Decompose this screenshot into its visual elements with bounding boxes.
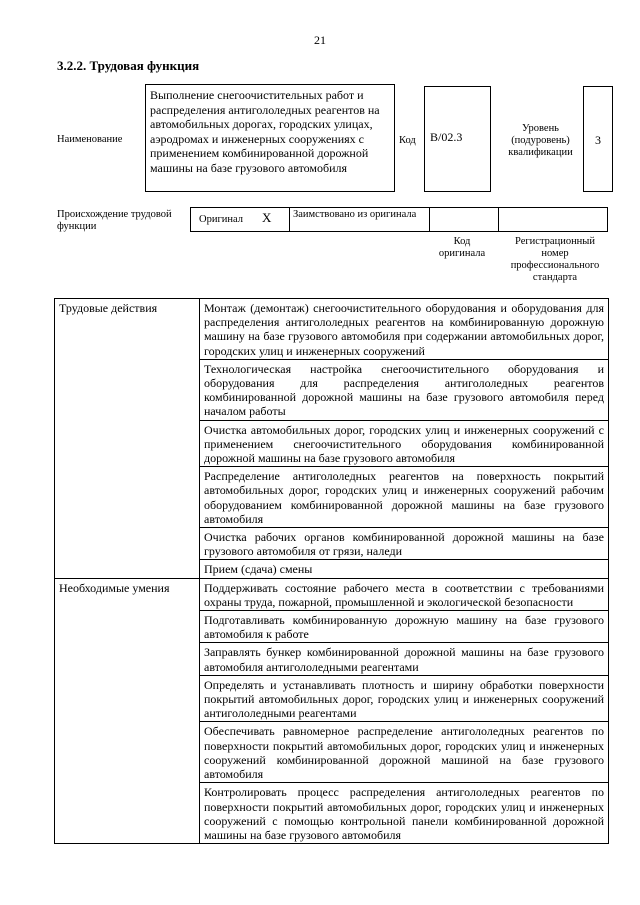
table-cell: Технологическая настройка снегоочистительного оборудования и оборудования для распределения антигололедных реагентов комбинированной дорожной машины на базе грузового автомобиля перед началом работы xyxy=(200,359,609,420)
code-label: Код xyxy=(399,135,416,146)
table-cell: Прием (сдача) смены xyxy=(200,560,609,578)
code-caption: Код оригинала xyxy=(438,236,486,259)
table-cell: Подготавливать комбинированную дорожную машину на базе грузового автомобиля к работе xyxy=(200,611,609,643)
table-cell: Монтаж (демонтаж) снегоочистительного оборудования и оборудования для распределения антигололедных реагентов на комбинированную дорожную машину на базе грузового автомобиля при содержании автомобильных дорог, городских улиц и инженерных сооружений xyxy=(200,299,609,360)
name-label: Наименование xyxy=(57,134,123,145)
table-cell: Поддерживать состояние рабочего места в соответствии с требованиями охраны труда, пожарной, промышленной и экологической безопасности xyxy=(200,578,609,610)
code-value: B/02.3 xyxy=(424,86,491,192)
origin-label: Происхождение трудовой функции xyxy=(57,209,172,232)
table-cell: Определять и устанавливать плотность и ширину обработки поверхности покрытий автомобильных дорог, городских улиц и инженерных сооружений антигололедными реагентами xyxy=(200,675,609,722)
table-row xyxy=(55,299,609,360)
original-mark: X xyxy=(262,210,272,225)
section-title: 3.2.2. Трудовая функция xyxy=(57,58,200,73)
level-value: 3 xyxy=(583,86,613,192)
page-number: 21 xyxy=(314,33,326,47)
table-cell: Очистка рабочих органов комбинированной дорожной машины на базе грузового автомобиля от грязи, наледи xyxy=(200,528,609,560)
table-cell: Заправлять бункер комбинированной дорожной машины на базе грузового автомобиля антигололедными реагентами xyxy=(200,643,609,675)
section-label: Необходимые умения xyxy=(55,578,200,843)
level-label: Уровень (подуровень) квалификации xyxy=(508,123,573,158)
table-cell: Обеспечивать равномерное распределение антигололедных реагентов по поверхности покрытий автомобильных дорог, городских улиц и инженерных сооружений комбинированной дорожной машиной на базе грузового автомобиля xyxy=(200,722,609,783)
function-table xyxy=(54,298,609,844)
original-label: Оригинал xyxy=(199,214,243,225)
reg-caption: Регистрационный номер профессионального стандарта xyxy=(510,236,600,283)
borrowed-label: Заимствовано из оригинала xyxy=(293,209,417,220)
section-label: Трудовые действия xyxy=(55,299,200,579)
name-value: Выполнение снегоочистительных работ и распределения антигололедных реагентов на автомобильных дорогах, городских улицах, аэродромах и инженерных сооружениях с применением комбинированной дорожной машины на базе грузового автомобиля xyxy=(145,84,395,192)
table-row xyxy=(55,578,609,610)
table-cell: Контролировать процесс распределения антигололедных реагентов по поверхности покрытий автомобильных дорог, городских улиц и инженерных сооружений с помощью контрольной панели комбинированной дорожной машины на базе грузового автомобиля xyxy=(200,783,609,844)
table-cell: Распределение антигололедных реагентов на поверхность покрытий автомобильных дорог, городских улиц и инженерных сооружений рабочим оборудованием комбинированной дорожной машины на базе грузового автомобиля xyxy=(200,467,609,528)
table-cell: Очистка автомобильных дорог, городских улиц и инженерных сооружений с применением снегоочистительного оборудования комбинированной дорожной машины на базе грузового автомобиля xyxy=(200,420,609,467)
